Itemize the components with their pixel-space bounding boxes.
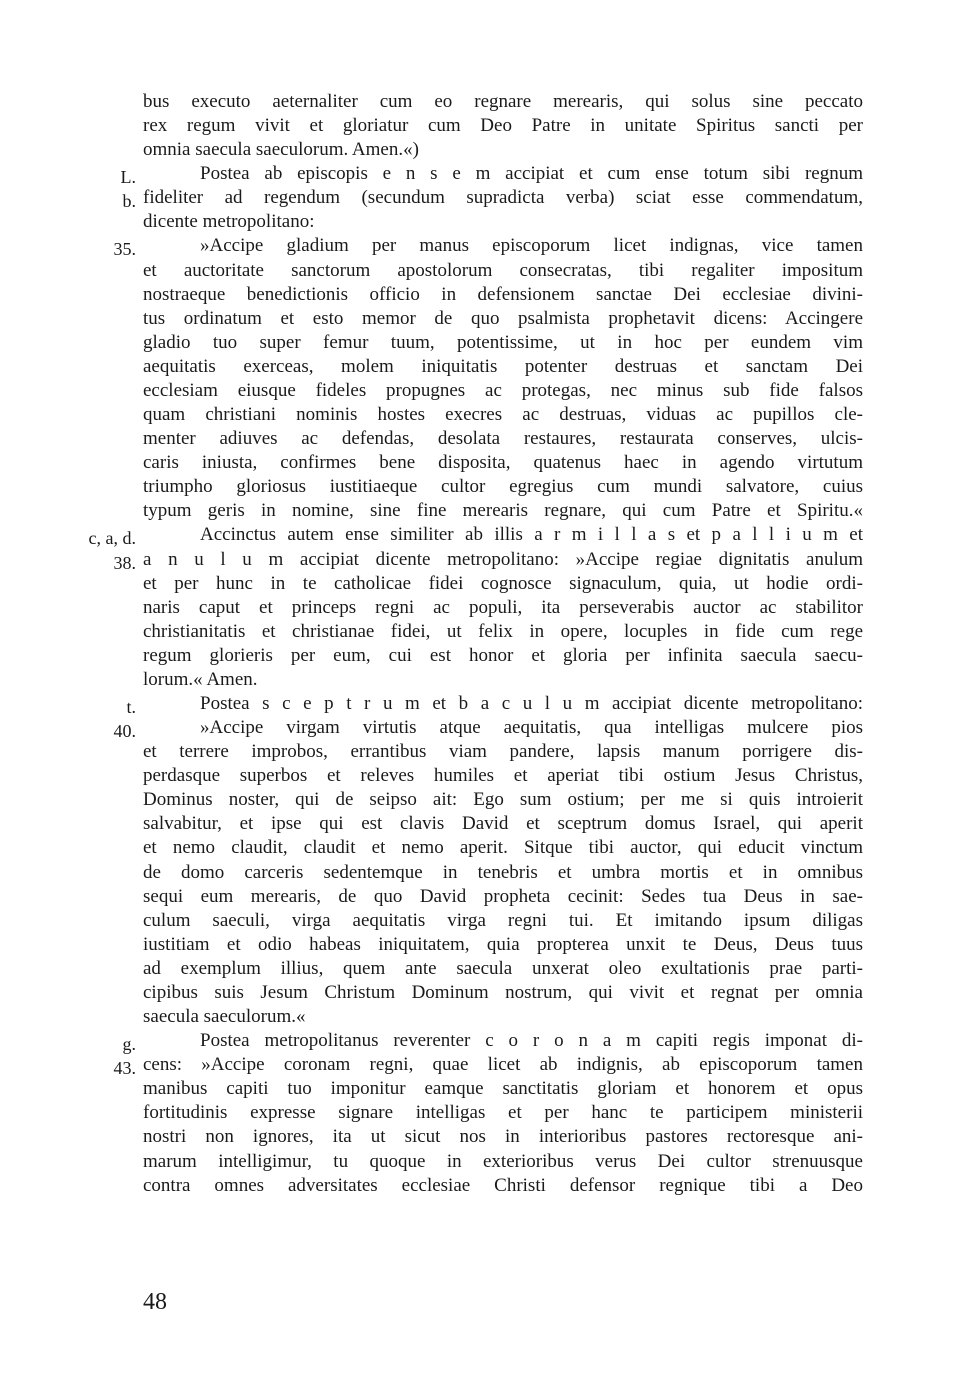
text-line: tus ordinatum et esto memor de quo psalmista prophetavit dicens: Accingere [143, 307, 863, 329]
text-line: culum saeculi, virga aequitatis virga regni tui. Et imitando ipsum diligas [143, 909, 863, 931]
text-line: quam christiani nominis hostes execres ac destruas, viduas ac pupillos cle- [143, 404, 863, 426]
text-line: nostraeque benedictionis officio in defensionem sanctae Dei ecclesiae divini- [143, 283, 863, 305]
text-line: »Accipe gladium per manus episcoporum licet indignas, vice tamen [200, 235, 863, 257]
text-line: aequitatis exerceas, molem iniquitatis potenter destruas et sanctam Dei [143, 355, 863, 377]
text-line: naris caput et princeps regni ac populi, ita perseverabis auctor ac stabilitor [143, 596, 863, 618]
margin-note: b. [122, 191, 136, 212]
text-line: »Accipe virgam virtutis atque aequitatis, qua intelligas mulcere pios [200, 717, 863, 739]
text-line: rex regum vivit et gloriatur cum Deo Patre in unitate Spiritus sancti per [143, 115, 863, 137]
text-line: lorum.« Amen. [143, 668, 258, 690]
margin-note: 40. [113, 721, 136, 742]
text-line: sequi eum merearis, de quo David propheta cecinit: Sedes tua Deus in sae- [143, 885, 863, 907]
margin-note: 35. [113, 239, 136, 260]
text-line: perdasque superbos et releves humiles et aperiat tibi ostium Jesus Christus, [143, 765, 863, 787]
text-line: Postea s c e p t r u m et b a c u l u m accipiat dicente metropolitano: [200, 693, 863, 714]
text-line: et nemo claudit, claudit et nemo aperit. Sitque tibi auctor, qui educit vinctum [143, 837, 863, 859]
text-line: bus executo aeternaliter cum eo regnare merearis, qui solus sine peccato [143, 91, 863, 112]
text-line: salvabitur, et ipse qui est clavis David et sceptrum domus Israel, qui aperit [143, 813, 863, 835]
text-line: Postea metropolitanus reverenter c o r o n a m capiti regis imponat di- [200, 1030, 863, 1052]
text-line: gladio tuo super femur tuum, potentissime, ut in hoc per eundem vim [143, 331, 863, 353]
margin-note: 43. [113, 1058, 136, 1079]
text-line: cipibus suis Jesum Christum Dominum nostrum, qui vivit et regnat per omnia [143, 981, 863, 1003]
text-line: manibus capiti tuo imponitur eamque sanctitatis gloriam et honorem et opus [143, 1078, 863, 1100]
text-line: regum glorieris per eum, cui est honor et gloria per infinita saecula saecu- [143, 644, 863, 666]
text-line: a n u l u m accipiat dicente metropolitano: »Accipe regiae dignitatis anulum [143, 548, 863, 570]
text-line: christianitatis et christianae fidei, ut felix in opere, locuples in fide cum rege [143, 620, 863, 642]
text-line: de domo carceris sedentemque in tenebris et umbra mortis et in omnibus [143, 861, 863, 883]
text-line: fortitudinis expresse signare intelligas et per hanc te participem ministerii [143, 1102, 863, 1124]
text-line: fideliter ad regendum (secundum supradicta verba) sciat esse commendatum, [143, 187, 863, 209]
text-line: ecclesiam eiusque fideles propugnes ac protegas, nec minus sub fide falsos [143, 379, 863, 401]
text-line: contra omnes adversitates ecclesiae Christi defensor regnique tibi a Deo [143, 1174, 863, 1196]
margin-note: L. [120, 167, 136, 188]
text-line: caris iniusta, confirmes bene disposita, quatenus haec in agendo virtutum [143, 452, 863, 474]
text-line: marum intelligimur, tu quoque in exterioribus verus Dei cultor strenuusque [143, 1150, 863, 1172]
margin-note: g. [122, 1034, 136, 1055]
text-line: dicente metropolitano: [143, 211, 315, 233]
text-line: menter adiuves ac defendas, desolata restaures, restaurata conserves, ulcis- [143, 428, 863, 450]
text-line: cens: »Accipe coronam regni, quae licet ab indignis, ab episcoporum tamen [143, 1054, 863, 1076]
margin-note: t. [126, 697, 136, 717]
text-line: et per hunc in te catholicae fidei cognosce signaculum, quia, ut hodie ordi- [143, 572, 863, 594]
text-line: omnia saecula saeculorum. Amen.«) [143, 139, 419, 161]
text-line: Accinctus autem ense similiter ab illis a r m i l l a s et p a l l i u m et [200, 524, 863, 546]
text-line: saecula saeculorum.« [143, 1006, 306, 1028]
text-line: triumpho gloriosus iustitiaeque cultor egregius cum mundi salvatore, cuius [143, 476, 863, 498]
text-line: nostri non ignores, ita ut sicut nos in interioribus pastores rectoresque ani- [143, 1126, 863, 1148]
text-line: Postea ab episcopis e n s e m accipiat et cum ense totum sibi regnum [200, 163, 863, 185]
text-line: et auctoritate sanctorum apostolorum consecratas, tibi regaliter impositum [143, 259, 863, 281]
margin-note: c, a, d. [88, 528, 136, 549]
text-line: iustitiam et odio habeas iniquitatem, quia propterea unxit te Deus, Deus tuus [143, 933, 863, 955]
margin-note: 38. [113, 552, 136, 573]
text-line: ad exemplum illius, quem ante saecula unxerat oleo exultationis prae parti- [143, 957, 863, 979]
text-line: typum geris in nomine, sine fine merearis regnare, qui cum Patre et Spiritu.« [143, 500, 863, 522]
text-line: Dominus noster, qui de seipso ait: Ego sum ostium; per me si quis introierit [143, 789, 863, 811]
page-number: 48 [143, 1289, 167, 1315]
text-line: et terrere improbos, errantibus viam pandere, lapsis manum porrigere dis- [143, 741, 863, 763]
